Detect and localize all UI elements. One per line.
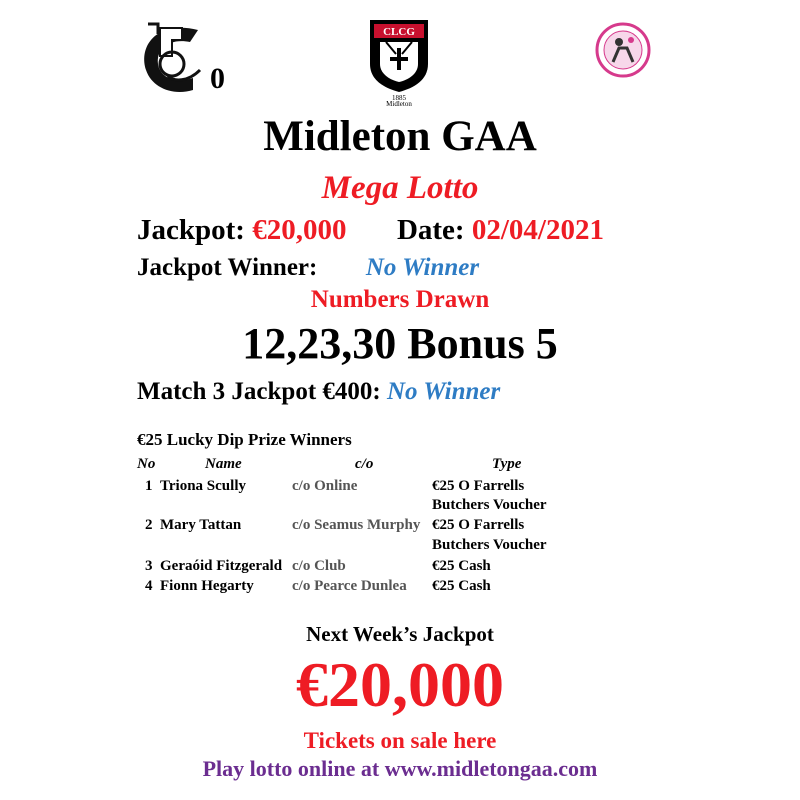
ladies-football-logo [595, 22, 651, 78]
tickets-on-sale: Tickets on sale here [303, 728, 497, 753]
crest-town: Midleton [386, 100, 412, 106]
row-4-name: Fionn Hegarty [160, 578, 254, 594]
header-name: Name [205, 456, 242, 472]
row-3-name: Geraóid Fitzgerald [160, 558, 283, 574]
date-label: Date: [396, 214, 465, 246]
jackpot-winner-line [137, 254, 479, 282]
lucky-dip-title: €25 Lucky Dip Prize Winners [137, 430, 352, 449]
draw-date: 02/04/2021 [471, 214, 604, 246]
jackpot-amount: €20,000 [252, 214, 347, 246]
row-3-type: €25 Cash [432, 558, 491, 574]
page-subtitle: Mega Lotto [321, 170, 479, 206]
row-2-co: c/o Seamus Murphy [292, 517, 421, 533]
match3-value: No Winner [386, 378, 501, 405]
jackpot-line [137, 214, 604, 247]
row-4-type: €25 Cash [432, 578, 491, 594]
row-4-co: c/o Pearce Dunlea [292, 578, 407, 594]
jackpot-label: Jackpot: [137, 214, 245, 246]
page-title: Midleton GAA [263, 113, 537, 160]
match3-line [137, 378, 500, 406]
numbers-drawn-heading: Numbers Drawn [310, 286, 490, 313]
header-type: Type [492, 456, 522, 472]
row-1-no: 1 [145, 478, 153, 494]
row-1-co: c/o Online [292, 478, 358, 494]
row-3-no: 3 [145, 558, 153, 574]
row-4-no: 4 [145, 578, 153, 594]
header-no: No [137, 456, 156, 472]
row-1-type: €25 O Farrells [432, 478, 525, 494]
header-co: c/o [355, 456, 374, 472]
camogie-logo [138, 20, 208, 98]
next-week-heading: Next Week’s Jackpot [306, 622, 494, 646]
jackpot-winner-value: No Winner [365, 254, 480, 281]
jackpot-winner-label: Jackpot Winner: [137, 254, 318, 281]
midleton-gaa-crest [368, 18, 430, 106]
next-week-amount: €20,000 [296, 649, 504, 720]
crest-year: 1885 [392, 94, 406, 102]
play-online-link[interactable]: Play lotto online at www.midletongaa.com [202, 756, 598, 781]
row-1-name: Triona Scully [160, 478, 246, 494]
row-2-no: 2 [145, 517, 153, 533]
camogie-logo-suffix: 0 [210, 62, 225, 95]
row-2-type: €25 O Farrells [432, 517, 525, 533]
row-3-co: c/o Club [292, 558, 346, 574]
crest-top-text: CLCG [383, 26, 415, 38]
match3-label: Match 3 Jackpot €400: [137, 378, 381, 405]
row-1-type-line2: Butchers Voucher [432, 497, 547, 513]
numbers-drawn: 12,23,30 Bonus 5 [242, 319, 558, 368]
row-2-type-line2: Butchers Voucher [432, 537, 547, 553]
row-2-name: Mary Tattan [160, 517, 242, 533]
